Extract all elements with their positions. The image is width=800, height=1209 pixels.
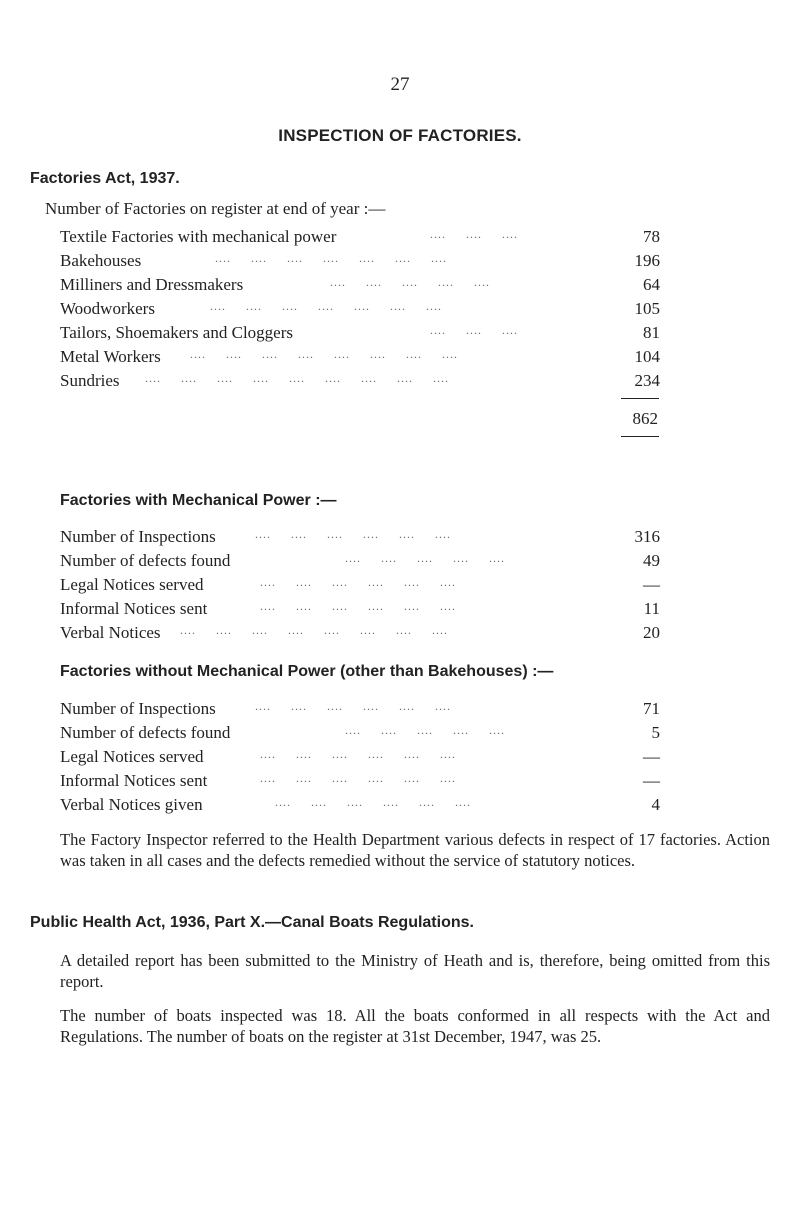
table-row (60, 275, 660, 297)
row-value: — (643, 771, 660, 790)
row-value: — (643, 747, 660, 766)
row-value: 81 (643, 323, 660, 342)
register-intro: Number of Factories on register at end of year :— (45, 199, 386, 218)
leader-dots: .... .... .... .... .... .... (275, 795, 471, 809)
paragraph-text: A detailed report has been submitted to the Ministry of Heath and is, therefore, being omitted from this report. (60, 951, 770, 991)
section-heading-canal-boats: Public Health Act, 1936, Part X.—Canal Boats Regulations. (30, 914, 474, 931)
table-row (60, 551, 660, 573)
row-label: Milliners and Dressmakers (60, 275, 244, 294)
row-label: Number of Inspections (60, 699, 216, 718)
table-row (60, 227, 660, 249)
row-value: 316 (634, 527, 660, 546)
leader-dots: .... .... .... .... .... (330, 275, 490, 289)
row-label: Sundries (60, 371, 120, 390)
page-number: 27 (390, 74, 410, 95)
table-row (60, 323, 660, 345)
table-row (60, 699, 660, 721)
leader-dots: .... .... .... .... .... .... (260, 747, 456, 761)
row-value: 78 (643, 227, 660, 246)
row-value: 105 (634, 299, 660, 318)
row-value: 104 (634, 347, 660, 366)
table-row (60, 527, 660, 549)
row-value: 5 (651, 723, 660, 742)
row-value: 4 (651, 795, 660, 814)
leader-dots: .... .... .... .... .... .... .... (215, 251, 447, 265)
leader-dots: .... .... .... .... .... .... .... .... .... (145, 371, 449, 385)
table-row (60, 723, 660, 745)
total-rule-top (621, 398, 659, 399)
leader-dots: .... .... .... .... .... .... (255, 527, 451, 541)
row-label: Informal Notices sent (60, 771, 208, 790)
leader-dots: .... .... .... .... .... .... .... .... (190, 347, 458, 361)
section-heading-without-power: Factories without Mechanical Power (other than Bakehouses) :— (60, 663, 554, 680)
leader-dots: .... .... .... .... .... .... (255, 699, 451, 713)
row-label: Number of defects found (60, 551, 231, 570)
row-label: Informal Notices sent (60, 599, 208, 618)
row-label: Verbal Notices given (60, 795, 203, 814)
row-value: 11 (643, 599, 660, 618)
paragraph-report-note (30, 950, 770, 992)
row-value: — (643, 575, 660, 594)
row-label: Metal Workers (60, 347, 161, 366)
row-label: Bakehouses (60, 251, 142, 270)
total-rule-bottom (621, 436, 659, 437)
section-heading-with-power: Factories with Mechanical Power :— (60, 492, 337, 509)
leader-dots: .... .... .... .... .... (345, 723, 505, 737)
leader-dots: .... .... .... .... .... .... (260, 599, 456, 613)
leader-dots: .... .... .... (430, 227, 518, 241)
table-row (60, 599, 660, 621)
leader-dots: .... .... .... .... .... .... .... (210, 299, 442, 313)
paragraph-text: The Factory Inspector referred to the Health Department various defects in respect of 17 factories. Action was taken in all cases and the defects remedied without the service of statutory notices. (60, 830, 770, 870)
paragraph-inspector-note (30, 829, 770, 871)
row-value: 20 (643, 623, 660, 642)
row-value: 196 (634, 251, 660, 270)
table-row (60, 251, 660, 273)
table-row (60, 371, 660, 393)
paragraph-text: The number of boats inspected was 18. All the boats conformed in all respects with the Act and Regulations. The number of boats on the register at 31st December, 1947, was 25. (60, 1006, 770, 1046)
table-row (60, 623, 660, 645)
row-label: Verbal Notices (60, 623, 161, 642)
row-label: Woodworkers (60, 299, 155, 318)
leader-dots: .... .... .... .... .... .... .... .... (180, 623, 448, 637)
table-row (60, 771, 660, 793)
row-value: 64 (643, 275, 660, 294)
table-row (60, 299, 660, 321)
leader-dots: .... .... .... (430, 323, 518, 337)
row-label: Legal Notices served (60, 575, 204, 594)
table-row (60, 795, 660, 817)
table-row (60, 347, 660, 369)
page-title: INSPECTION OF FACTORIES. (278, 126, 522, 145)
leader-dots: .... .... .... .... .... .... (260, 771, 456, 785)
row-value: 71 (643, 699, 660, 718)
row-label: Number of Inspections (60, 527, 216, 546)
leader-dots: .... .... .... .... .... (345, 551, 505, 565)
row-value: 234 (634, 371, 660, 390)
total-value: 862 (632, 409, 658, 428)
row-label: Tailors, Shoemakers and Cloggers (60, 323, 293, 342)
row-value: 49 (643, 551, 660, 570)
row-label: Number of defects found (60, 723, 231, 742)
row-label: Legal Notices served (60, 747, 204, 766)
section-heading-factories-act: Factories Act, 1937. (30, 170, 180, 187)
table-row (60, 575, 660, 597)
row-label: Textile Factories with mechanical power (60, 227, 337, 246)
paragraph-boats-inspected (30, 1005, 770, 1047)
leader-dots: .... .... .... .... .... .... (260, 575, 456, 589)
table-row (60, 747, 660, 769)
